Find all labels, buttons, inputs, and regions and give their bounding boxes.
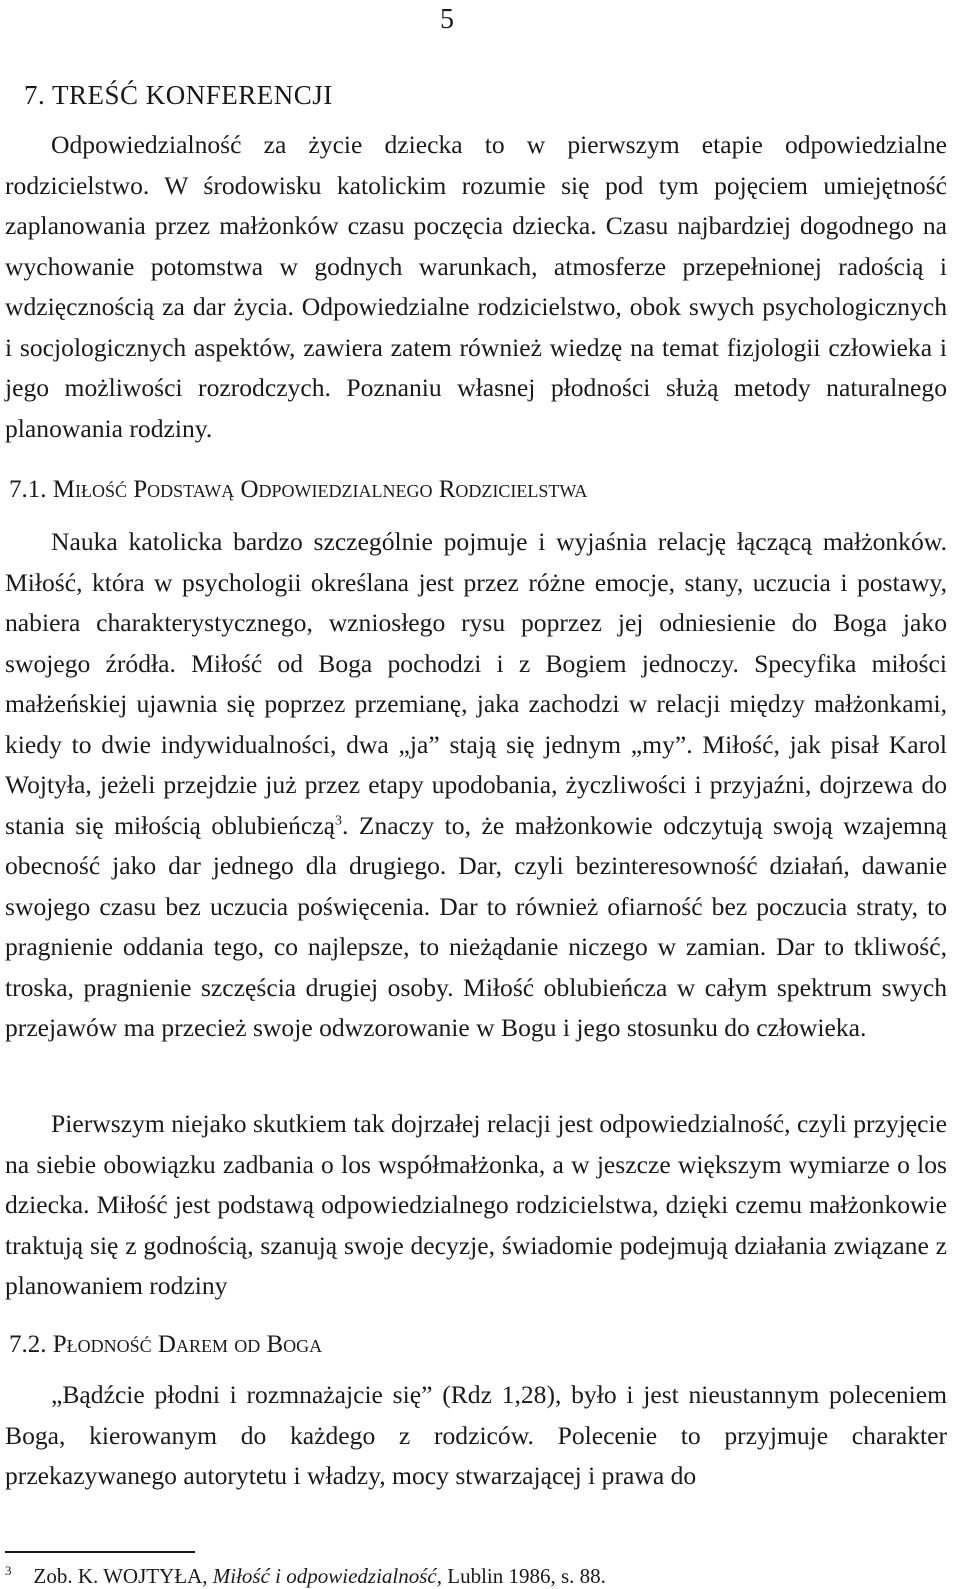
section-title: Płodność Darem od Boga xyxy=(52,1331,323,1358)
section-heading-7-1 xyxy=(9,475,587,505)
paragraph-text: Pierwszym niejako skutkiem tak dojrzałej relacji jest odpowiedzialność, czyli przyjęcie na siebie obowiązku zadbania o los współmałżonka, a w jeszcze większym wymiarze o los dziecka. Miłość jest podstawą odpowiedzialnego rodzicielstwa, dzięki czemu małżonkowie traktują się z godnością, szanują swoje decyzje, świadomie podejmują działania związane z planowaniem rodziny xyxy=(5,1109,947,1300)
section-2-paragraph-1 xyxy=(5,1375,947,1497)
footnote-reference[interactable]: 3 xyxy=(334,812,342,828)
paragraph-text-continued: . Znaczy to, że małżonkowie odczytują swoją wzajemną obecność jako dar jednego dla drugiego. Dar, czyli bezinteresowność działań, dawanie swojego czasu bez uczucia poświęcenia. Dar to również ofiarność bez poczucia straty, to pragnienie oddania tego, co najlepsze, to nieżądanie niczego w zamian. Dar to tkliwość, troska, pragnienie szczęścia drugiej osoby. Miłość oblubieńcza w całym spektrum swych przejawów ma przecież swoje odwzorowanie w Bogu i jego stosunku do człowieka. xyxy=(5,810,947,1042)
footnote-prefix: Zob. K. WOJTYŁA, xyxy=(33,1564,213,1588)
footnote xyxy=(5,1558,606,1589)
intro-paragraph-text: Odpowiedzialność za życie dziecka to w pierwszym etapie odpowiedzialne rodzicielstwo. W środowisku katolickim rozumie się pod tym pojęciem umiejętność zaplanowania przez małżonków czasu poczęcia dziecka. Czasu najbardziej dogodnego na wychowanie potomstwa w godnych warunkach, atmosferze przepełnionej radością i wdzięcznością za dar życia. Odpowiedzialne rodzicielstwo, obok swych psychologicznych i socjologicznych aspektów, zawiera zatem również wiedzę na temat fizjologii człowieka i jego możliwości rozrodczych. Poznaniu własnej płodności służą metody naturalnego planowania rodziny. xyxy=(5,130,947,443)
section-1-paragraph-2 xyxy=(5,1104,947,1307)
section-heading-7-2 xyxy=(9,1330,322,1360)
section-title: Miłość Podstawą Odpowiedzialnego Rodzicielstwa xyxy=(52,476,588,503)
footnote-book-title: Miłość i odpowiedzialność xyxy=(212,1564,437,1588)
paragraph-text: Nauka katolicka bardzo szczególnie pojmuje i wyjaśnia relację łączącą małżonków. Miłość, która w psychologii określana jest przez różne emocje, stany, uczucia i postawy, nabiera charakterystycznego, wzniosłego rysu poprzez jej odniesienie do Boga jako swojego źródła. Miłość od Boga pochodzi i z Bogiem jednoczy. Specyfika miłości małżeńskiej ujawnia się poprzez przemianę, jaka zachodzi w relacji między małżonkami, kiedy to dwie indywidualności, dwa „ja” stają się jednym „my”. Miłość, jak pisał Karol Wojtyła, jeżeli przejdzie już przez etapy upodobania, życzliwości i przyjaźni, dojrzewa do stania się miłością oblubieńczą xyxy=(5,527,947,840)
footnote-mark: 3 xyxy=(5,1563,12,1578)
section-number: 7.2. xyxy=(9,1331,47,1358)
intro-paragraph xyxy=(5,125,947,449)
page-number: 5 xyxy=(440,4,454,35)
section-1-paragraph-1 xyxy=(5,522,947,1049)
chapter-heading: 7. TREŚĆ KONFERENCJI xyxy=(24,80,333,110)
section-number: 7.1. xyxy=(9,476,47,503)
paragraph-text: „Bądźcie płodni i rozmnażajcie się” (Rdz 1,28), było i jest nieustannym poleceniem Boga, kierowanym do każdego z rodziców. Polecenie to przyjmuje charakter przekazywanego autorytetu i władzy, mocy stwarzającej i prawa do xyxy=(5,1380,947,1490)
footnote-divider xyxy=(5,1551,195,1553)
footnote-suffix: , Lublin 1986, s. 88. xyxy=(436,1564,606,1588)
